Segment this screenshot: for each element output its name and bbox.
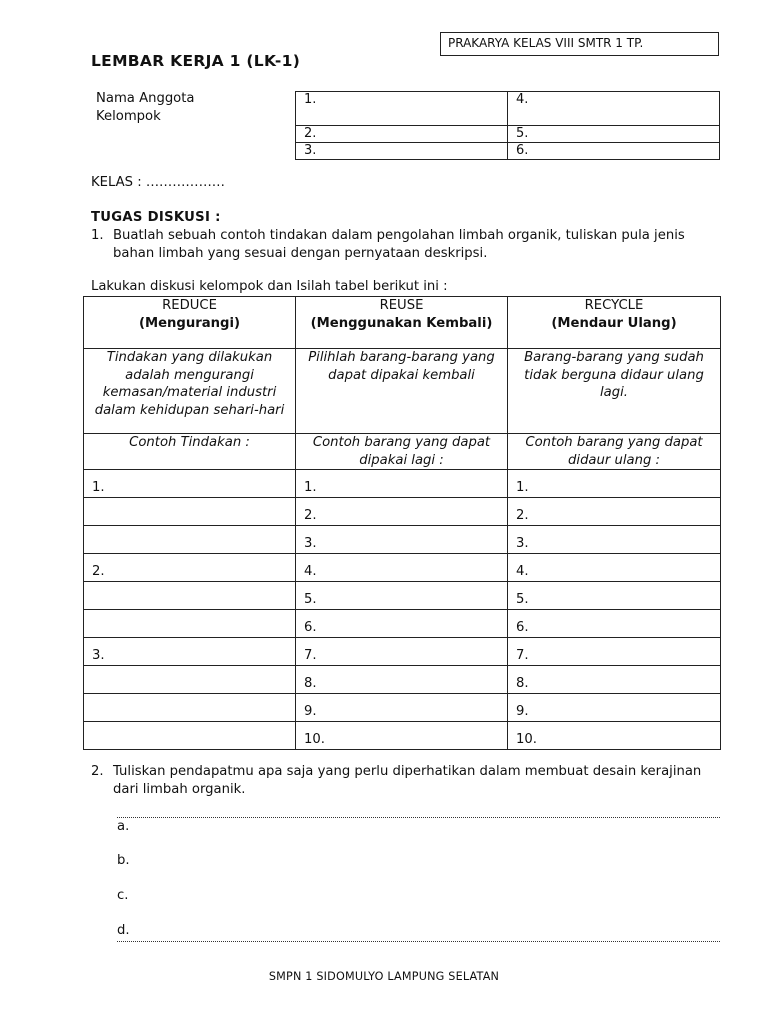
reduce-cell[interactable]: 3. xyxy=(84,638,296,666)
members-label-line1: Nama Anggota xyxy=(96,91,195,106)
members-row xyxy=(296,143,720,160)
recycle-cell[interactable]: 9. xyxy=(508,694,721,722)
header-reduce-subtitle: (Mengurangi) xyxy=(138,315,241,331)
reduce-cell[interactable] xyxy=(84,722,296,750)
example-recycle: Contoh barang yang dapat didaur ulang : xyxy=(508,434,721,470)
task-1 xyxy=(91,227,721,263)
reduce-cell[interactable] xyxy=(84,526,296,554)
tugas-heading: TUGAS DISKUSI : xyxy=(91,210,221,225)
members-row xyxy=(296,126,720,143)
reduce-cell[interactable] xyxy=(84,666,296,694)
recycle-cell[interactable]: 10. xyxy=(508,722,721,750)
header-reduce-title: REDUCE xyxy=(162,298,217,313)
header-reuse-title: REUSE xyxy=(379,298,424,313)
reuse-cell[interactable]: 2. xyxy=(296,498,508,526)
task-2-text: Tuliskan pendapatmu apa saja yang perlu diperhatikan dalam membuat desain kerajinan dari limbah organik. xyxy=(113,764,702,797)
kelas-field[interactable]: KELAS : ……………… xyxy=(91,175,225,190)
reduce-cell[interactable] xyxy=(84,498,296,526)
reuse-cell[interactable]: 3. xyxy=(296,526,508,554)
table-instruction: Lakukan diskusi kelompok dan Isilah tabel berikut ini : xyxy=(91,279,448,294)
table-row xyxy=(84,694,721,722)
recycle-cell[interactable]: 7. xyxy=(508,638,721,666)
header-reduce xyxy=(84,297,296,349)
table-row xyxy=(84,666,721,694)
member-slot-6[interactable]: 6. xyxy=(508,143,720,160)
reduce-cell[interactable] xyxy=(84,582,296,610)
reduce-cell[interactable] xyxy=(84,694,296,722)
reuse-cell[interactable]: 1. xyxy=(296,470,508,498)
table-row xyxy=(84,582,721,610)
reuse-cell[interactable]: 4. xyxy=(296,554,508,582)
reuse-cell[interactable]: 8. xyxy=(296,666,508,694)
table-row xyxy=(84,526,721,554)
school-footer: SMPN 1 SIDOMULYO LAMPUNG SELATAN xyxy=(268,970,500,983)
header-recycle-subtitle: (Mendaur Ulang) xyxy=(551,315,677,331)
answer-line-b[interactable]: b. xyxy=(117,853,130,868)
member-slot-3[interactable]: 3. xyxy=(296,143,508,160)
page-title: LEMBAR KERJA 1 (LK-1) xyxy=(91,52,301,70)
recycle-cell[interactable]: 1. xyxy=(508,470,721,498)
answer-bottom-divider xyxy=(117,941,720,942)
members-row xyxy=(296,92,720,126)
members-label-line2: Kelompok xyxy=(96,109,161,124)
members-label xyxy=(96,90,195,126)
table-header-row xyxy=(84,297,721,349)
member-slot-4[interactable]: 4. xyxy=(508,92,720,126)
reuse-cell[interactable]: 5. xyxy=(296,582,508,610)
recycle-cell[interactable]: 4. xyxy=(508,554,721,582)
header-recycle xyxy=(508,297,721,349)
table-row xyxy=(84,722,721,750)
reuse-cell[interactable]: 6. xyxy=(296,610,508,638)
recycle-cell[interactable]: 2. xyxy=(508,498,721,526)
description-recycle: Barang-barang yang sudah tidak berguna didaur ulang lagi. xyxy=(508,349,721,434)
description-reduce: Tindakan yang dilakukan adalah mengurangi kemasan/material industri dalam kehidupan sehari-hari xyxy=(84,349,296,434)
table-description-row xyxy=(84,349,721,434)
answer-line-a[interactable]: a. xyxy=(117,819,130,834)
task-2 xyxy=(91,763,721,799)
answer-line-d[interactable]: d. xyxy=(117,923,130,938)
member-slot-5[interactable]: 5. xyxy=(508,126,720,143)
description-reuse: Pilihlah barang-barang yang dapat dipakai kembali xyxy=(296,349,508,434)
reduce-cell[interactable]: 2. xyxy=(84,554,296,582)
table-example-row xyxy=(84,434,721,470)
recycle-cell[interactable]: 6. xyxy=(508,610,721,638)
activity-table xyxy=(83,296,721,750)
task-1-number: 1. xyxy=(91,228,104,243)
example-reuse: Contoh barang yang dapat dipakai lagi : xyxy=(296,434,508,470)
recycle-cell[interactable]: 3. xyxy=(508,526,721,554)
reuse-cell[interactable]: 7. xyxy=(296,638,508,666)
reduce-cell[interactable]: 1. xyxy=(84,470,296,498)
header-recycle-title: RECYCLE xyxy=(584,298,644,313)
answer-line-c[interactable]: c. xyxy=(117,888,129,903)
subject-header-box: PRAKARYA KELAS VIII SMTR 1 TP. xyxy=(440,32,719,56)
reuse-cell[interactable]: 10. xyxy=(296,722,508,750)
table-row xyxy=(84,638,721,666)
table-row xyxy=(84,498,721,526)
example-reduce: Contoh Tindakan : xyxy=(84,434,296,470)
task-1-text: Buatlah sebuah contoh tindakan dalam pengolahan limbah organik, tuliskan pula jenis bahan limbah yang sesuai dengan pernyataan deskripsi. xyxy=(113,228,685,261)
recycle-cell[interactable]: 5. xyxy=(508,582,721,610)
member-slot-2[interactable]: 2. xyxy=(296,126,508,143)
table-row xyxy=(84,470,721,498)
recycle-cell[interactable]: 8. xyxy=(508,666,721,694)
reduce-cell[interactable] xyxy=(84,610,296,638)
table-row xyxy=(84,610,721,638)
answer-top-divider xyxy=(117,817,720,818)
task-2-number: 2. xyxy=(91,764,104,779)
member-slot-1[interactable]: 1. xyxy=(296,92,508,126)
header-reuse xyxy=(296,297,508,349)
table-row xyxy=(84,554,721,582)
members-table xyxy=(295,91,720,160)
reuse-cell[interactable]: 9. xyxy=(296,694,508,722)
header-reuse-subtitle: (Menggunakan Kembali) xyxy=(310,315,493,331)
